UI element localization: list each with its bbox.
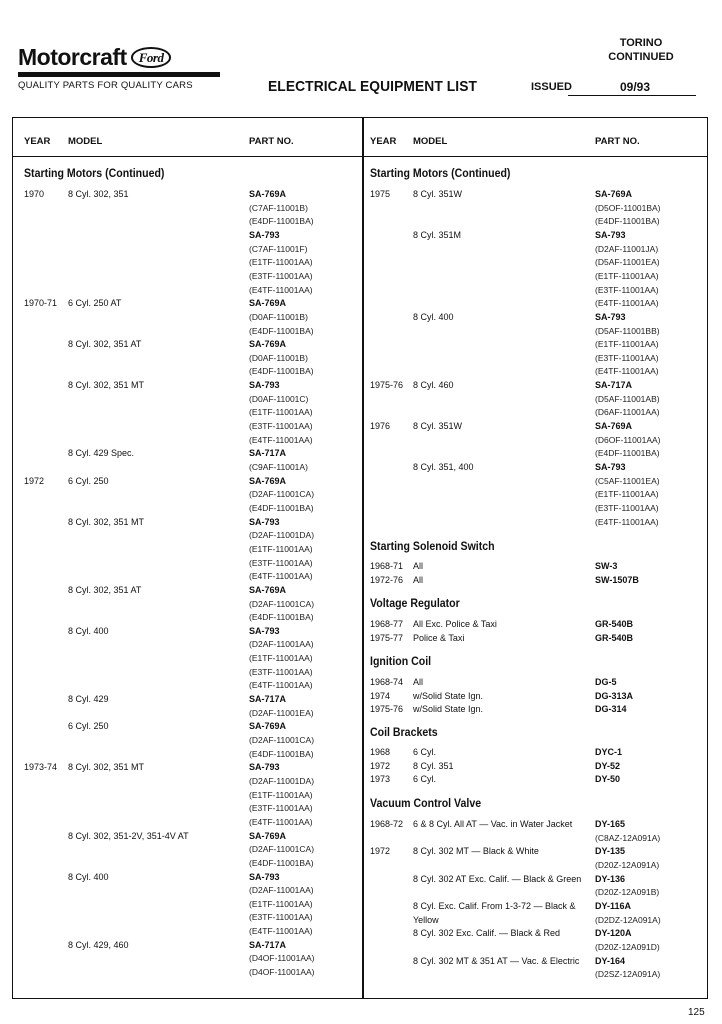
part-engineering-number: (E1TF-11001AA) (595, 489, 659, 500)
part-engineering-number: (D5AF-11001AB) (595, 393, 660, 404)
vehicle-heading (596, 36, 686, 64)
part-number: SA-769A (595, 189, 633, 199)
part-engineering-number: (E1TF-11001AA) (249, 898, 313, 909)
part-number: SA-793 (595, 462, 626, 472)
part-engineering-number: (E3TF-11001AA) (595, 502, 659, 513)
part-engineering-number: (C7AF-11001B) (249, 202, 308, 213)
part-engineering-number: (E1TF-11001AA) (249, 407, 313, 418)
part-number: SA-717A (249, 448, 287, 459)
model-cell: All Exc. Police & Taxi (413, 619, 497, 629)
model-cell: 8 Cyl. 302 AT Exc. Calif. — Black & Green (413, 873, 582, 884)
part-number: SA-793 (595, 311, 626, 322)
part-number: GR-540B (595, 619, 634, 629)
model-cell: 8 Cyl. 351 (413, 760, 454, 771)
part-engineering-number: (E4DF-11001BA) (595, 448, 660, 459)
model-cell: 8 Cyl. 351W (413, 189, 463, 199)
brand-logo (18, 44, 171, 71)
part-engineering-number: (E4TF-11001AA) (249, 680, 313, 691)
model-cell: 8 Cyl. 429 (68, 694, 109, 705)
model-cell: All (413, 561, 424, 571)
issued-date: 09/93 (620, 80, 651, 94)
model-cell: Police & Taxi (413, 632, 465, 643)
model-cell: Yellow (413, 914, 439, 925)
ford-oval-logo: Ford (131, 47, 172, 68)
model-cell: 8 Cyl. 302, 351-2V, 351-4V AT (68, 830, 189, 841)
part-engineering-number: (E1TF-11001AA) (595, 339, 659, 350)
vehicle-name: TORINO (619, 37, 663, 49)
year-cell: 1968 (370, 747, 391, 757)
part-engineering-number: (D2AF-11001EA) (249, 707, 314, 718)
part-engineering-number: (E4DF-11001BA) (249, 366, 314, 377)
model-cell: 8 Cyl. 302 MT — Black & White (413, 846, 539, 857)
column-divider (362, 117, 364, 999)
part-number: DY-52 (595, 760, 621, 771)
year-cell: 1974 (370, 690, 391, 701)
part-engineering-number: (D5AF-11001BB) (595, 325, 660, 336)
part-engineering-number: (E3TF-11001AA) (249, 270, 313, 281)
issued-label: ISSUED (531, 81, 572, 93)
col-header-year: YEAR (24, 136, 51, 147)
col-header-year-right: YEAR (370, 136, 397, 147)
part-engineering-number: (D5AF-11001EA) (595, 257, 660, 268)
part-engineering-number: (E4TF-11001AA) (595, 298, 659, 309)
year-cell: 1976 (370, 421, 391, 432)
vehicle-note: CONTINUED (608, 51, 674, 63)
model-cell: 8 Cyl. 429, 460 (68, 939, 129, 950)
model-cell: 8 Cyl. 302, 351 MT (68, 380, 145, 391)
part-engineering-number: (D2AF-11001JA) (595, 243, 659, 254)
part-engineering-number: (D2AF-11001CA) (249, 489, 315, 500)
year-cell: 1970-71 (24, 298, 58, 309)
col-header-part: PART NO. (249, 136, 294, 147)
year-cell: 1968-77 (370, 619, 404, 629)
part-number: DG-313A (595, 690, 634, 701)
part-number: DYC-1 (595, 747, 623, 757)
year-cell: 1975-77 (370, 632, 404, 643)
part-number: DY-116A (595, 900, 632, 911)
part-engineering-number: (E1TF-11001AA) (595, 270, 659, 281)
part-number: SA-769A (249, 475, 287, 486)
model-cell: 8 Cyl. 302, 351 MT (68, 762, 145, 773)
model-cell: 6 Cyl. (413, 747, 437, 757)
part-number: GR-540B (595, 632, 634, 643)
issued-underline (568, 95, 696, 96)
year-cell: 1972 (370, 846, 391, 857)
part-engineering-number: (D2AF-11001CA) (249, 844, 315, 855)
part-engineering-number: (E4DF-11001BA) (249, 612, 314, 623)
section-title: Starting Motors (Continued) (24, 168, 165, 180)
part-number: SA-769A (249, 298, 287, 309)
part-engineering-number: (D2SZ-12A091A) (595, 969, 661, 980)
part-engineering-number: (D2AF-11001CA) (249, 735, 315, 745)
part-number: SA-793 (249, 380, 280, 391)
part-engineering-number: (D2DZ-12A091A) (595, 914, 661, 925)
part-number: SA-793 (249, 516, 280, 527)
part-number: DY-165 (595, 819, 626, 829)
part-engineering-number: (C7AF-11001F) (249, 243, 308, 254)
section-title: Ignition Coil (370, 656, 432, 668)
part-engineering-number: (D2AF-11001DA) (249, 530, 315, 541)
part-engineering-number: (D6AF-11001AA) (595, 407, 660, 418)
part-number: DY-120A (595, 928, 632, 939)
year-cell: 1975-76 (370, 704, 404, 715)
part-engineering-number: (D5OF-11001BA) (595, 202, 661, 213)
part-number: DG-314 (595, 704, 627, 715)
part-engineering-number: (E4TF-11001AA) (595, 516, 659, 527)
part-engineering-number: (E4TF-11001AA) (249, 284, 313, 295)
part-number: SA-769A (249, 584, 287, 595)
part-engineering-number: (D2AF-11001AA) (249, 885, 314, 896)
brand-name: Motorcraft (18, 44, 127, 70)
part-engineering-number: (E4TF-11001AA) (249, 434, 313, 445)
year-cell: 1968-71 (370, 561, 404, 571)
part-engineering-number: (D20Z-12A091D) (595, 941, 660, 952)
model-cell: 8 Cyl. 400 (413, 311, 454, 322)
part-number: SA-793 (249, 871, 280, 882)
part-number: SA-717A (249, 939, 287, 950)
part-engineering-number: (E4DF-11001BA) (249, 857, 314, 868)
model-cell: 6 Cyl. (413, 774, 437, 785)
part-engineering-number: (C8AZ-12A091A) (595, 832, 661, 843)
part-engineering-number: (E3TF-11001AA) (595, 284, 659, 295)
model-cell: 8 Cyl. 429 Spec. (68, 448, 135, 459)
model-cell: 6 & 8 Cyl. All AT — Vac. in Water Jacket (413, 819, 573, 829)
model-cell: 8 Cyl. 302, 351 AT (68, 584, 142, 595)
part-engineering-number: (D20Z-12A091A) (595, 859, 660, 870)
part-engineering-number: (E1TF-11001AA) (249, 653, 313, 664)
part-engineering-number: (D20Z-12A091B) (595, 887, 660, 898)
model-cell: w/Solid State Ign. (413, 704, 484, 715)
part-engineering-number: (E4TF-11001AA) (595, 366, 659, 377)
part-number: SA-769A (249, 189, 287, 199)
part-engineering-number: (E4TF-11001AA) (249, 571, 313, 582)
part-engineering-number: (D0AF-11001B) (249, 352, 308, 363)
part-number: SA-793 (595, 229, 626, 240)
part-engineering-number: (E1TF-11001AA) (249, 789, 313, 800)
part-number: SW-1507B (595, 574, 639, 585)
year-cell: 1973-74 (24, 762, 58, 773)
part-engineering-number: (E1TF-11001AA) (249, 543, 313, 554)
part-engineering-number: (E3TF-11001AA) (249, 666, 313, 677)
part-engineering-number: (D2AF-11001CA) (249, 598, 315, 609)
part-engineering-number: (E3TF-11001AA) (249, 803, 313, 814)
section-title: Voltage Regulator (370, 598, 460, 610)
part-engineering-number: (E3TF-11001AA) (249, 421, 313, 432)
model-cell: 8 Cyl. 400 (68, 625, 109, 636)
part-engineering-number: (E3TF-11001AA) (249, 557, 313, 568)
model-cell: 8 Cyl. 302, 351 AT (68, 339, 142, 350)
year-cell: 1975 (370, 189, 391, 199)
part-engineering-number: (E3TF-11001AA) (595, 352, 659, 363)
year-cell: 1973 (370, 774, 391, 785)
part-engineering-number: (E4DF-11001BA) (595, 216, 660, 227)
part-engineering-number: (D2AF-11001DA) (249, 775, 315, 786)
part-number: DY-136 (595, 873, 626, 884)
model-cell: 8 Cyl. 400 (68, 871, 109, 882)
part-number: SA-717A (249, 694, 287, 705)
part-number: SA-769A (249, 721, 287, 732)
model-cell: 6 Cyl. 250 AT (68, 298, 122, 309)
col-header-model-right: MODEL (413, 136, 448, 147)
part-engineering-number: (E4TF-11001AA) (249, 816, 313, 827)
part-engineering-number: (D4OF-11001AA) (249, 967, 315, 978)
part-engineering-number: (C5AF-11001EA) (595, 475, 660, 486)
model-cell: 8 Cyl. 351W (413, 421, 463, 432)
part-engineering-number: (D0AF-11001B) (249, 311, 308, 322)
year-cell: 1968-74 (370, 677, 404, 687)
section-title: Starting Motors (Continued) (370, 168, 511, 180)
part-number: DY-164 (595, 955, 626, 966)
part-engineering-number: (E4DF-11001BA) (249, 216, 314, 227)
year-cell: 1970 (24, 189, 45, 199)
header-rule (12, 156, 708, 157)
part-engineering-number: (D6OF-11001AA) (595, 434, 661, 445)
year-cell: 1972 (370, 760, 391, 771)
part-engineering-number: (E4DF-11001BA) (249, 325, 314, 336)
document-title: ELECTRICAL EQUIPMENT LIST (268, 78, 478, 95)
part-engineering-number: (D0AF-11001C) (249, 393, 309, 404)
part-number: DY-135 (595, 846, 626, 857)
year-cell: 1975-76 (370, 380, 404, 391)
part-engineering-number: (D4OF-11001AA) (249, 953, 315, 964)
part-engineering-number: (E4DF-11001BA) (249, 748, 314, 759)
model-cell: 8 Cyl. 302 Exc. Calif. — Black & Red (413, 928, 561, 939)
model-cell: All (413, 677, 424, 687)
part-number: SA-793 (249, 625, 280, 636)
part-number: SW-3 (595, 561, 618, 571)
model-cell: 8 Cyl. Exc. Calif. From 1-3-72 — Black & (413, 900, 576, 911)
year-cell: 1972-76 (370, 574, 404, 585)
year-cell: 1972 (24, 475, 45, 486)
part-engineering-number: (E4TF-11001AA) (249, 926, 313, 937)
tagline: QUALITY PARTS FOR QUALITY CARS (18, 80, 193, 91)
part-number: SA-717A (595, 380, 633, 391)
model-cell: All (413, 574, 424, 585)
brand-bar (18, 72, 220, 77)
section-title: Coil Brackets (370, 727, 438, 739)
year-cell: 1968-72 (370, 819, 404, 829)
part-number: SA-793 (249, 762, 280, 773)
part-number: SA-769A (249, 830, 287, 841)
section-title: Vacuum Control Valve (370, 798, 482, 810)
part-engineering-number: (E3TF-11001AA) (249, 912, 313, 923)
model-cell: 8 Cyl. 351M (413, 229, 462, 240)
col-header-part-right: PART NO. (595, 136, 640, 147)
model-cell: 8 Cyl. 302, 351 MT (68, 516, 145, 527)
part-number: SA-793 (249, 229, 280, 240)
part-engineering-number: (E4DF-11001BA) (249, 502, 314, 513)
model-cell: 8 Cyl. 351, 400 (413, 462, 474, 472)
model-cell: 6 Cyl. 250 (68, 721, 109, 732)
model-cell: 8 Cyl. 302 MT & 351 AT — Vac. & Electric (413, 955, 580, 966)
model-cell: w/Solid State Ign. (413, 690, 484, 701)
part-number: DG-5 (595, 677, 617, 687)
part-number: DY-50 (595, 774, 621, 785)
section-title: Starting Solenoid Switch (370, 541, 495, 553)
part-engineering-number: (C9AF-11001A) (249, 462, 308, 472)
page-number: 125 (688, 1007, 705, 1018)
model-cell: 8 Cyl. 302, 351 (68, 189, 129, 199)
col-header-model: MODEL (68, 136, 103, 147)
part-engineering-number: (E1TF-11001AA) (249, 257, 313, 268)
part-number: SA-769A (595, 421, 633, 432)
model-cell: 6 Cyl. 250 (68, 475, 109, 486)
part-number: SA-769A (249, 339, 287, 350)
model-cell: 8 Cyl. 460 (413, 380, 454, 391)
part-engineering-number: (D2AF-11001AA) (249, 639, 314, 650)
